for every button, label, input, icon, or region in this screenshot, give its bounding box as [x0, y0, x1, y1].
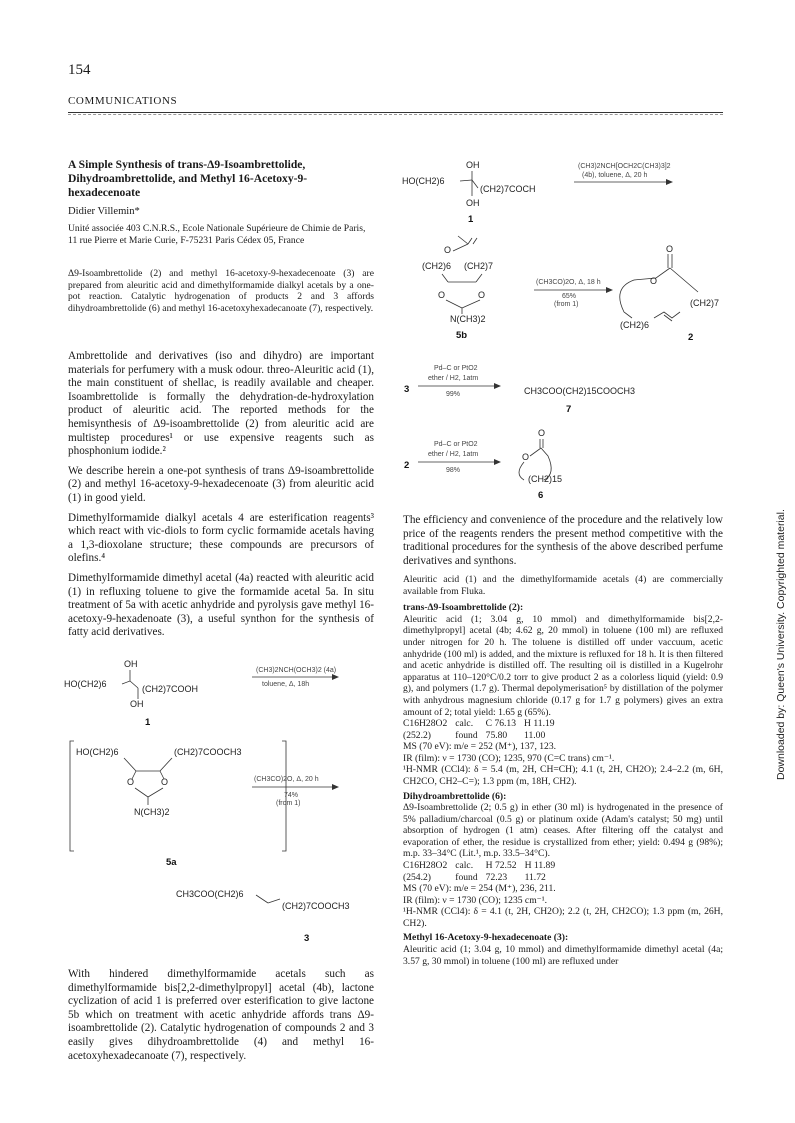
analysis-label: calc. — [455, 718, 474, 730]
header-rule-dashed — [68, 114, 723, 115]
compound-number: 1 — [145, 717, 151, 728]
scheme-right-group: (CH2)7COOCH3 — [282, 901, 350, 911]
scheme-from: (from 1) — [276, 800, 301, 807]
scheme-oh-bottom: OH — [130, 699, 144, 709]
scheme-from: (from 1) — [554, 301, 579, 308]
experimental-procedure: Aleuritic acid (1; 3.04 g, 10 mmol) and dimethylformamide bis[2,2-dimethylpropyl] acetal (4b; 4.62 g, 20 mmol) in toluene (100 ml) are refluxed under nitrogen for 20 h. The toluene is distilled off under vaccuum, acetic anhydride (100 ml) is added, and the mixture is refluxed for 18 h. It is then filtered and acetic anhydride is distilled off. The resulting oil is distilled in a Kugelrohr apparatus at 110–120°C/0.2 torr to give product 2 as a colorless liquid (yield: 0.9 g), and polymers (1.7 g). Thermal depolymerisation⁵ by distillation of the polymer with anhydrous magnesium chloride (0.17 g for 1.7 g polymers) gives an extra amount of 2; total yield: 1.65 g (65%). — [403, 613, 723, 718]
analysis-formula: (252.2) — [403, 729, 431, 741]
scheme-yield: 74% — [284, 792, 299, 799]
analysis-value: 72.23 — [485, 871, 508, 883]
scheme-yield: 65% — [562, 293, 577, 300]
scheme-right-chain: (CH2)7 — [464, 261, 494, 271]
svg-text:O: O — [522, 452, 530, 462]
paragraph: Ambrettolide and derivatives (iso and dihydro) are important materials for perfumery with a musk odour. threo-Aleuritic acid (1), the main constituent of shellac, is readily available and cheaper. Isoambrettolide is formally the dehydration-de-hydroxylation product of aleuritic acid. The reported methods for the hemisynthesis of Δ9-isoambrettolide (2) from aleuritic acid are multistep procedures¹ or use expensive reagents such as phosphonium iodide.² — [68, 350, 374, 458]
article-author: Didier Villemin* — [68, 206, 140, 217]
compound-number: 6 — [538, 490, 544, 501]
compound-number: 5b — [456, 330, 468, 341]
scheme-catalyst: Pd–C or PtO2 — [434, 441, 478, 448]
compound-number: 3 — [304, 933, 310, 944]
paragraph: Dimethylformamide dialkyl acetals 4 are esterification reagents³ which react with vic-diols to form cyclic formamide acetals having a 1,3-dioxolane structure; these compounds are precursors of olefins.⁴ — [68, 511, 374, 565]
mass-spectrum: MS (70 eV): m/e = 252 (M⁺), 137, 123. — [403, 741, 557, 753]
header-rule — [68, 112, 723, 113]
analysis-value: C 76.13 — [485, 718, 517, 730]
right-column-body — [403, 514, 723, 574]
paragraph: The efficiency and convenience of the procedure and the relatively low price of the reagents renders the present method competitive with the traditional procedures for the synthesis of the above described perfume derivatives and synthons. — [403, 514, 723, 567]
paragraph: Dimethylformamide dimethyl acetal (4a) reacted with aleuritic acid (1) in refluxing toluene to give the formamide acetal 5a. In situ treatment of 5a with acetic anhydride and pyrolysis gave methyl 16-acetoxy-9-hexadenoate (3), a useful synthon for the synthesis of fatty acid derivatives. — [68, 571, 374, 639]
analysis-formula: C16H28O2 — [403, 718, 448, 730]
mass-spectrum: MS (70 eV): m/e = 254 (M⁺), 236, 211. — [403, 883, 556, 895]
scheme-left-group: HO(CH2)6 — [402, 176, 445, 186]
compound-number: 2 — [404, 460, 410, 471]
experimental-section — [403, 574, 723, 967]
svg-text:O: O — [127, 777, 135, 787]
experimental-procedure: Aleuritic acid (1; 3.04 g, 10 mmol) and dimethylformamide dimethyl acetal (4a; 3.57 g, 30 mmol) in toluene (100 ml) are refluxed under — [403, 944, 723, 967]
ir-spectrum: IR (film): ν = 1730 (CO); 1235 cm⁻¹. — [403, 894, 547, 906]
analysis-value: 11.00 — [524, 729, 546, 741]
svg-text:O: O — [438, 290, 446, 300]
download-watermark — [770, 260, 790, 780]
scheme-reagent: (CH3CO)2O, Δ, 18 h — [536, 279, 601, 286]
scheme-reagent: (CH3CO)2O, Δ, 20 h — [254, 776, 319, 783]
analysis-value: H 72.52 — [485, 860, 517, 872]
svg-text:O: O — [478, 290, 486, 300]
scheme-reagent: (CH3)2NCH[OCH2C(CH3)3]2 — [578, 163, 671, 170]
nmr-spectrum: ¹H-NMR (CCl4): δ = 4.1 (t, 2H, CH2O); 2.2 (t, 2H, CH2CO); 1.3 ppm (m, 26H, CH2). — [403, 906, 723, 929]
scheme-oh-bottom: OH — [466, 198, 480, 208]
scheme-oh-top: OH — [124, 659, 138, 669]
scheme-product: CH3COO(CH2)15COOCH3 — [524, 386, 636, 396]
analysis-formula: C16H28O2 — [403, 860, 448, 872]
scheme-catalyst: Pd–C or PtO2 — [434, 365, 478, 372]
scheme-yield: 98% — [446, 467, 461, 474]
scheme-right-group: (CH2)7COOCH3 — [174, 747, 242, 757]
left-column-conclusion — [68, 968, 374, 1069]
compound-number: 1 — [468, 214, 474, 225]
scheme-left-group: HO(CH2)6 — [76, 747, 119, 757]
scheme-right-group: (CH2)7COOH — [142, 684, 199, 694]
article-abstract: Δ9-Isoambrettolide (2) and methyl 16-acetoxy-9-hexadecenoate (3) are prepared from aleuritic acid and dimethylformamide dialkyl acetals by a one-pot reaction. Catalytic hydrogenation of products 2 and 3 affords dihydroambrettolide (6) and methyl 16-acetoxyhexadecanoate (7), respectively. — [68, 268, 374, 314]
analysis-value: 75.80 — [485, 729, 508, 741]
ir-spectrum: IR (film): ν = 1730 (CO); 1235, 970 (C=C trans) cm⁻¹. — [403, 752, 615, 764]
scheme-right-group: (CH2)7COCH — [480, 184, 536, 194]
elemental-analysis — [403, 718, 563, 741]
scheme-oh-top: OH — [466, 160, 480, 170]
experimental-intro: Aleuritic acid (1) and the dimethylformamide acetals (4) are commercially available from Fluka. — [403, 574, 723, 597]
page-number: 154 — [68, 62, 91, 78]
experimental-heading: Dihydroambrettolide (6): — [403, 790, 507, 802]
scheme-amine: N(CH3)2 — [450, 314, 486, 324]
svg-text:O: O — [666, 244, 674, 254]
analysis-value: 11.72 — [524, 871, 546, 883]
experimental-heading: trans-Δ9-Isoambrettolide (2): — [403, 602, 524, 614]
left-reaction-scheme — [64, 655, 384, 960]
analysis-formula: (254.2) — [403, 871, 431, 883]
right-reaction-scheme — [398, 156, 728, 501]
article-title: A Simple Synthesis of trans-Δ9-Isoambrettolide, Dihydroambrettolide, and Methyl 16-Acetoxy-9-hexadecenoate — [68, 158, 308, 199]
scheme-conditions: toluene, Δ, 18h — [262, 681, 310, 688]
experimental-procedure: Δ9-Isoambrettolide (2; 0.5 g) in ether (30 ml) is hydrogenated in the presence of 5% palladium/charcoal (0.5 g) or platinum oxide (Adam's catalyst; 50 mg) until absorption of hydrogen (1 atm) ceases. After filtering off the catalyst and evaporation of ether, the residue is crystallized from ether; yield: 0.494 g (98%); m.p. 33–34°C (Lit.¹, m.p. 33.5–34°C). — [403, 802, 723, 860]
scheme-amine: N(CH3)2 — [134, 807, 170, 817]
scheme-product-chain: (CH2)15 — [528, 474, 563, 484]
scheme-conditions: (4b), toluene, Δ, 20 h — [582, 172, 648, 179]
scheme-product-right: (CH2)7 — [690, 298, 720, 308]
svg-text:O: O — [161, 777, 169, 787]
paragraph: With hindered dimethylformamide acetals such as dimethylformamide bis[2,2-dimethylpropyl] acetal (4b), lactone cyclization of acid 1 is preferred over esterification to give lactone 5b which on treatment with acetic anhydride affords trans Δ9-isoambrettolide (2). Catalytic hydrogenation of compounds 2 and 3 easily gives dihydroambrettolide (4) and methyl 16-acetoxyhexadecanoate (7), respectively. — [68, 968, 374, 1062]
experimental-heading: Methyl 16-Acetoxy-9-hexadecenoate (3): — [403, 932, 569, 944]
nmr-spectrum: ¹H-NMR (CCl4): δ = 5.4 (m, 2H, CH=CH); 4.1 (t, 2H, CH2O); 2.4–2.2 (m, 6H, CH2CO, CH2–C=); 1.3 ppm (m, 18H, CH2). — [403, 764, 723, 787]
scheme-conditions: ether / H2, 1atm — [428, 375, 479, 382]
analysis-label: found — [455, 871, 478, 883]
analysis-value: H 11.89 — [524, 860, 556, 872]
compound-number: 2 — [688, 332, 694, 343]
compound-number: 5a — [166, 857, 177, 868]
scheme-left-chain: (CH2)6 — [422, 261, 452, 271]
paragraph: We describe herein a one-pot synthesis of trans Δ9-isoambrettolide (2) and methyl 16-acetoxy-9-hexadecenoate (3) from aleuritic acid (1) in good yield. — [68, 464, 374, 504]
scheme-product-left: (CH2)6 — [620, 320, 650, 330]
scheme-conditions: ether / H2, 1atm — [428, 451, 479, 458]
scheme-left-group: HO(CH2)6 — [64, 679, 107, 689]
scheme-left-group: CH3COO(CH2)6 — [176, 889, 244, 899]
scheme-yield: 99% — [446, 391, 461, 398]
analysis-value: H 11.19 — [524, 718, 555, 730]
section-heading: COMMUNICATIONS — [68, 95, 178, 107]
analysis-label: found — [455, 729, 478, 741]
svg-text:O: O — [538, 428, 546, 438]
left-column-body — [68, 350, 374, 646]
analysis-label: calc. — [455, 860, 474, 872]
compound-number: 7 — [566, 404, 572, 415]
watermark-text: Downloaded by: Queen's University. Copyrighted material. — [775, 509, 787, 780]
elemental-analysis — [403, 860, 563, 883]
article-affiliation: Unité associée 403 C.N.R.S., Ecole Nationale Supérieure de Chimie de Paris, 11 rue Pierre et Marie Curie, F-75231 Paris Cédex 05, France — [68, 223, 366, 246]
scheme-reagent: (CH3)2NCH(OCH3)2 (4a) — [256, 667, 337, 674]
svg-text:O: O — [444, 245, 452, 255]
svg-text:O: O — [650, 276, 658, 286]
compound-number: 3 — [404, 384, 410, 395]
